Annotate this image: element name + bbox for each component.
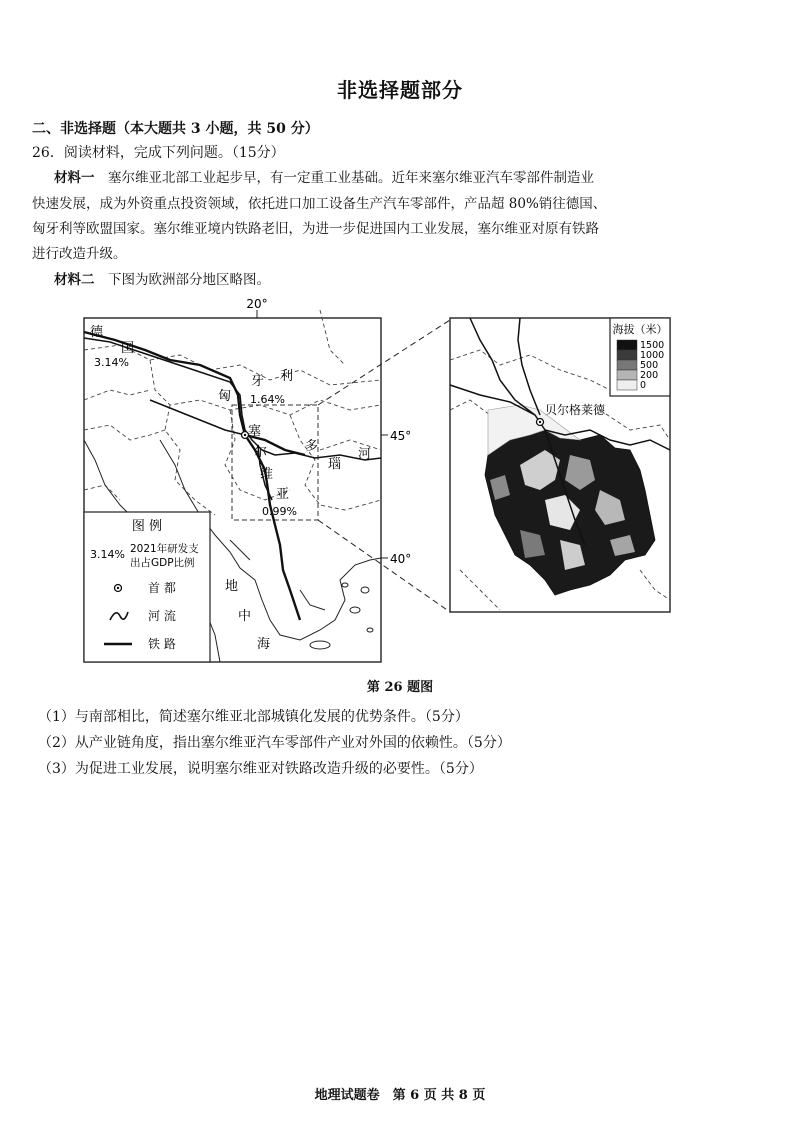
label-danube-1: 多	[305, 439, 319, 454]
legend-title: 图 例	[131, 519, 163, 534]
label-serbia-2: 尔	[254, 445, 268, 460]
material-1-label: 材料一	[54, 170, 95, 186]
lat-40-label: 40°	[390, 552, 412, 566]
sub-question-2: （2）从产业链角度，指出塞尔维亚汽车零部件产业对外国的依赖性。（5分）	[38, 735, 511, 751]
section-heading: 二、非选择题（本大题共 3 小题，共 50 分）	[32, 121, 319, 137]
page-title: 非选择题部分	[337, 78, 463, 102]
elev-level-500: 500	[640, 360, 659, 371]
material-1-line-4: 进行改造升级。	[32, 246, 127, 262]
inset-city-label: 贝尔格莱德	[545, 403, 606, 417]
label-serbia-1: 塞	[248, 424, 262, 439]
legend-capital-label: 首 都	[148, 581, 176, 595]
elev-swatch-1	[617, 340, 637, 350]
elev-swatch-5	[617, 380, 637, 390]
material-1-line-3: 匈牙利等欧盟国家。塞尔维亚境内铁路老旧，为进一步促进国内工业发展，塞尔维亚对原有铁路	[32, 221, 599, 237]
legend-pct-desc-1: 2021年研发支	[130, 543, 199, 555]
label-danube-3: 河	[358, 447, 372, 462]
elev-level-0: 0	[640, 380, 647, 391]
elev-swatch-4	[617, 370, 637, 380]
legend-pct-desc-2: 出占GDP比例	[130, 557, 195, 569]
sub-question-3: （3）为促进工业发展，说明塞尔维亚对铁路改造升级的必要性。（5分）	[38, 761, 483, 777]
legend-railway-label: 铁 路	[148, 637, 176, 651]
label-sea-2: 中	[238, 609, 252, 624]
label-hungary-2: 牙	[251, 374, 265, 389]
elev-title: 海拔（米）	[612, 323, 668, 336]
label-serbia-4: 亚	[276, 487, 290, 502]
label-serbia-3: 维	[260, 467, 274, 482]
pct-hungary: 1.64%	[250, 393, 285, 406]
pct-germany: 3.14%	[94, 356, 129, 369]
lon-label: 20°	[246, 297, 268, 311]
elev-swatch-3	[617, 360, 637, 370]
material-2-line	[54, 268, 270, 288]
label-hungary-1: 匈	[218, 389, 232, 404]
material-1-line-2: 快速发展，成为外资重点投资领域，依托进口加工设备生产汽车零部件，产品超 80%销往德国、	[32, 196, 607, 212]
question-stem: 26．阅读材料，完成下列问题。（15分）	[32, 145, 285, 161]
lat-45-label: 45°	[390, 429, 412, 443]
label-danube-2: 瑙	[328, 457, 342, 472]
legend-river-label: 河 流	[148, 609, 176, 623]
label-hungary-3: 利	[280, 369, 294, 384]
sub-question-1: （1）与南部相比，简述塞尔维亚北部城镇化发展的优势条件。（5分）	[38, 709, 469, 725]
pct-serbia: 0.99%	[262, 505, 297, 518]
elev-level-1000: 1000	[640, 350, 665, 361]
page-footer: 地理试题卷 第 6 页 共 8 页	[314, 1088, 486, 1103]
label-germany-2: 国	[121, 341, 135, 356]
legend-pct-sample: 3.14%	[90, 548, 125, 561]
europe-map-figure	[0, 290, 800, 675]
map-legend	[84, 512, 210, 662]
elev-level-200: 200	[640, 370, 659, 381]
material-1-line-1	[54, 166, 594, 186]
material-2-text: 下图为欧洲部分地区略图。	[108, 272, 270, 288]
elev-level-1500: 1500	[640, 340, 665, 351]
label-sea-1: 地	[225, 579, 239, 594]
material-2-label: 材料二	[54, 272, 95, 288]
figure-caption: 第 26 题图	[366, 680, 434, 695]
label-sea-3: 海	[257, 637, 271, 652]
material-1-text-1: 塞尔维亚北部工业起步早，有一定重工业基础。近年来塞尔维亚汽车零部件制造业	[108, 170, 594, 186]
elevation-legend	[610, 318, 670, 396]
elev-swatch-2	[617, 350, 637, 360]
label-germany: 德	[90, 325, 104, 340]
